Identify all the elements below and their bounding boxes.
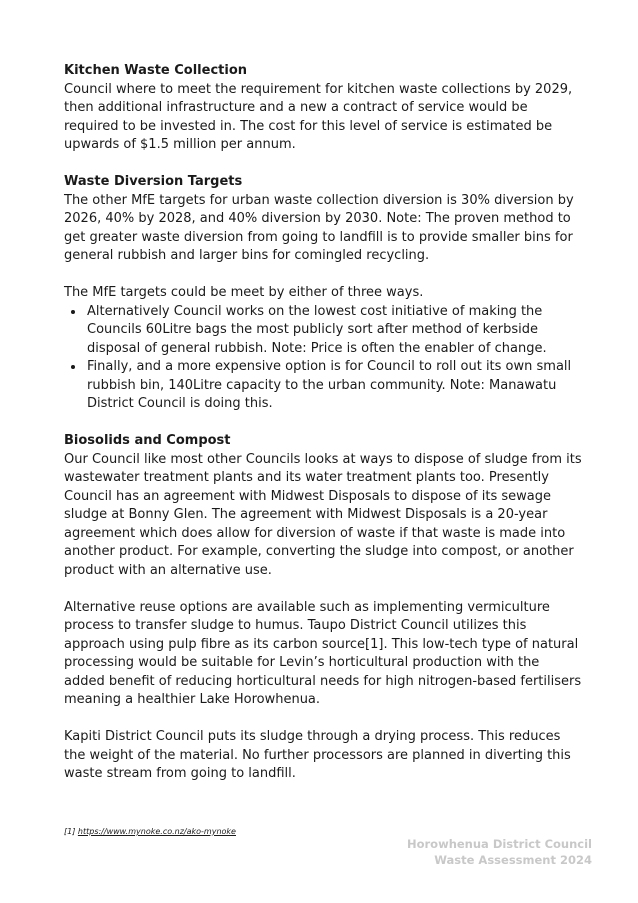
footer-branding xyxy=(407,836,592,868)
biosolids-paragraph-1: Our Council like most other Councils looks at ways to dispose of sludge from its wastewater treatment plants and its water treatment plants too. Presently Council has an agreement with Midwest Disposals to dispose of its sewage sludge at Bonny Glen. The agreement with Midwest Disposals is a 20-year agreement which does allow for diversion of waste if that waste is made into another product. For example, converting the sludge into compost, or another product with an alternative use. xyxy=(64,451,582,578)
footnote-marker: [1] xyxy=(64,827,76,836)
footer-document-title: Waste Assessment 2024 xyxy=(434,853,592,867)
document-body xyxy=(64,62,584,784)
diversion-heading: Waste Diversion Targets xyxy=(64,174,243,189)
biosolids-paragraph-2: Alternative reuse options are available such as implementing vermiculture process to transfer sludge to humus. Taupo District Council utilizes this approach using pulp fibre as its carbon source[1]. This low-tech type of natural processing would be suitable for Levin’s horticultural production with the added benefit of reducing horticultural needs for high nitrogen-based fertilisers meaning a healthier Lake Horowhenua. xyxy=(64,599,582,707)
diversion-options-list xyxy=(64,303,584,414)
kitchen-paragraph: Council where to meet the requirement for kitchen waste collections by 2029, then additional infrastructure and a new a contract of service would be required to be invested in. The cost for this level of service is estimated be upwards of $1.5 million per annum. xyxy=(64,81,573,152)
footer-council-name: Horowhenua District Council xyxy=(406,837,592,851)
kitchen-section xyxy=(64,62,584,155)
footnote-link[interactable]: https://www.mynoke.co.nz/ako-mynoke xyxy=(77,827,236,836)
footnote xyxy=(64,827,236,836)
biosolids-heading: Biosolids and Compost xyxy=(64,433,231,448)
biosolids-section xyxy=(64,432,584,784)
biosolids-paragraph-3: Kapiti District Council puts its sludge through a drying process. This reduces the weight of the material. No further processors are planned in diverting this waste stream from going to landfill. xyxy=(64,729,571,781)
diversion-section xyxy=(64,173,584,414)
kitchen-heading: Kitchen Waste Collection xyxy=(64,63,248,78)
list-item: • Alternatively Council works on the lowest cost initiative of making the Councils 60Litre bags the most publicly sort after method of kerbside disposal of general rubbish. Note: Price is often the enabler of change. xyxy=(85,303,584,359)
diversion-intro: The MfE targets could be meet by either of three ways. xyxy=(64,285,424,300)
diversion-paragraph: The other MfE targets for urban waste collection diversion is 30% diversion by 2026, 40% by 2028, and 40% diversion by 2030. Note: The proven method to get greater waste diversion from going to landfill is to provide smaller bins for general rubbish and larger bins for comingled recycling. xyxy=(64,192,574,263)
list-item: • Finally, and a more expensive option is for Council to roll out its own small rubbish bin, 140Litre capacity to the urban community. Note: Manawatu District Council is doing this. xyxy=(85,358,584,414)
